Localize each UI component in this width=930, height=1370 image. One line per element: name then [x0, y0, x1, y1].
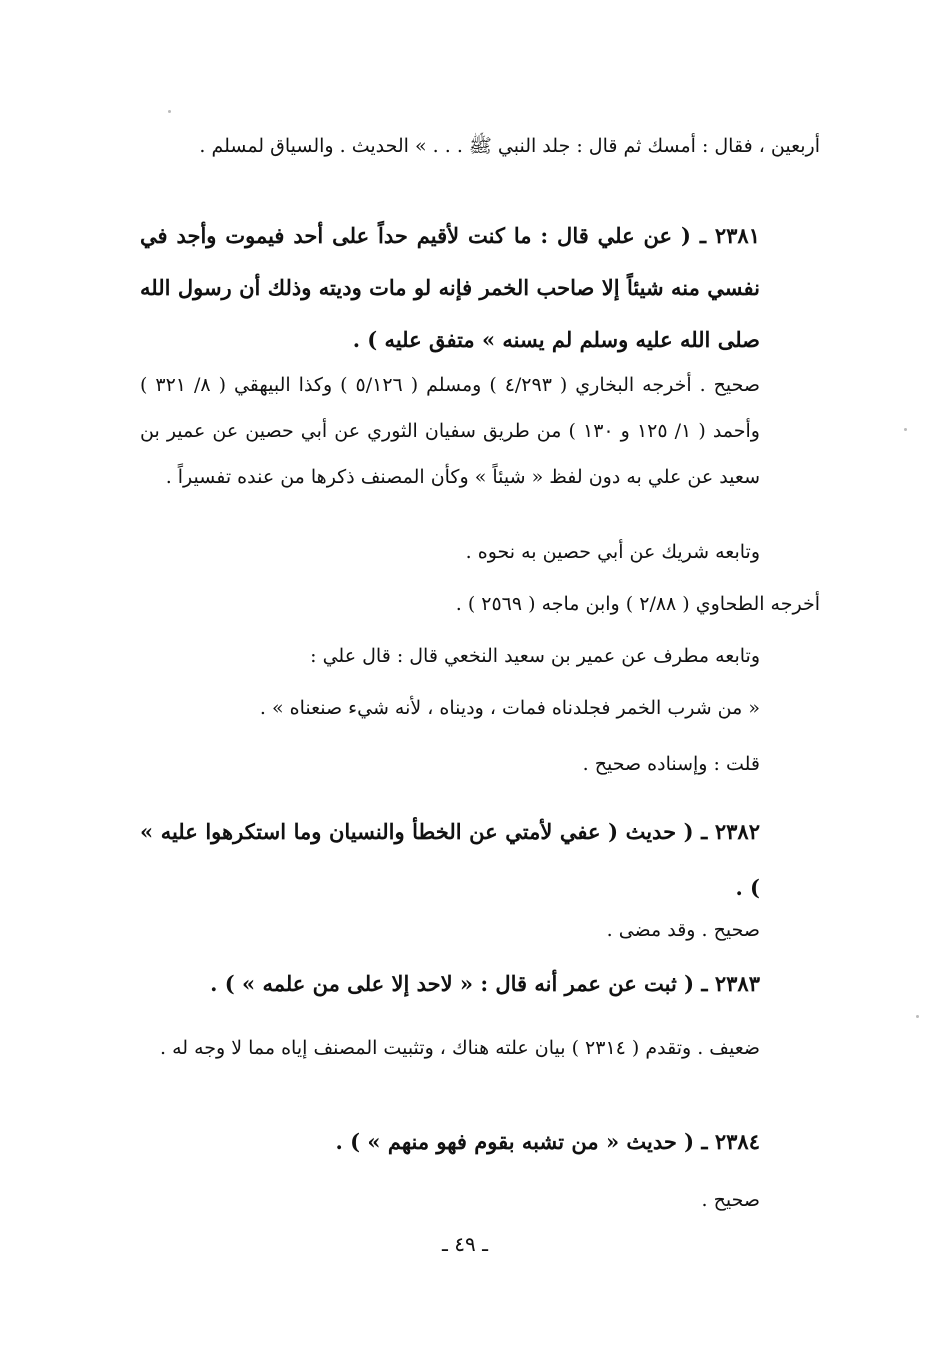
scan-speck: [168, 110, 171, 113]
paragraph-source-1: أخرجه الطحاوي ( ٢/٨٨ ) وابن ماجه ( ٢٥٦٩ ) .: [455, 593, 820, 615]
hadith-2381-grading: صحيح . أخرجه البخاري ( ٤/٢٩٣ ) ومسلم ( ٥/١٢٦ ) وكذا البيهقي ( ٨/ ٣٢١ ) وأحمد ( ١/ ١٢٥ و ١٣٠ ) من طريق سفيان الثوري عن أبي حصين عن عمير بن سعيد عن علي به دون لفظ « شيئاً » وكأن المصنف ذكرها من عنده تفسيراً .: [140, 374, 760, 488]
scan-speck: [904, 428, 907, 431]
hadith-2383: ٢٣٨٣ ـ ( ثبت عن عمر أنه قال : « لاحد إلا على من علمه » ) .: [210, 971, 760, 996]
hadith-2384-grading: صحيح .: [701, 1189, 760, 1211]
hadith-2381: ٢٣٨١ ـ ( عن علي قال : ما كنت لأقيم حداً على أحد فيموت وأجد في نفسي منه شيئاً إلا صاحب الخمر فإنه لو مات وديته وذلك أن رسول الله صلى الله عليه وسلم لم يسنه » متفق عليه ) .: [140, 223, 760, 352]
paragraph-intro: أربعين ، فقال : أمسك ثم قال : جلد النبي ﷺ . . . » الحديث . والسياق لمسلم .: [199, 135, 820, 157]
scan-speck: [916, 1015, 919, 1018]
paragraph-follow-up-1: وتابعه شريك عن أبي حصين به نحوه .: [465, 541, 760, 563]
page-number: ـ ٤٩ ـ: [442, 1232, 488, 1256]
paragraph-note: قلت : وإسناده صحيح .: [582, 753, 760, 775]
hadith-2382-grading: صحيح . وقد مضى .: [606, 919, 760, 941]
paragraph-follow-up-2: وتابعه مطرف عن عمير بن سعيد النخعي قال : قال علي :: [310, 645, 760, 667]
hadith-2382: ٢٣٨٢ ـ ( حديث ( عفي لأمتي عن الخطأ والنسيان وما استكرهوا عليه » ) .: [140, 819, 760, 900]
paragraph-quote: « من شرب الخمر فجلدناه فمات ، وديناه ، لأنه شيء صنعناه » .: [259, 697, 760, 719]
hadith-2384: ٢٣٨٤ ـ ( حديث « من تشبه بقوم فهو منهم » ) .: [335, 1129, 760, 1154]
hadith-2383-grading: ضعيف . وتقدم ( ٢٣١٤ ) بيان علته هناك ، وتثبيت المصنف إياه مما لا وجه له .: [160, 1037, 760, 1059]
